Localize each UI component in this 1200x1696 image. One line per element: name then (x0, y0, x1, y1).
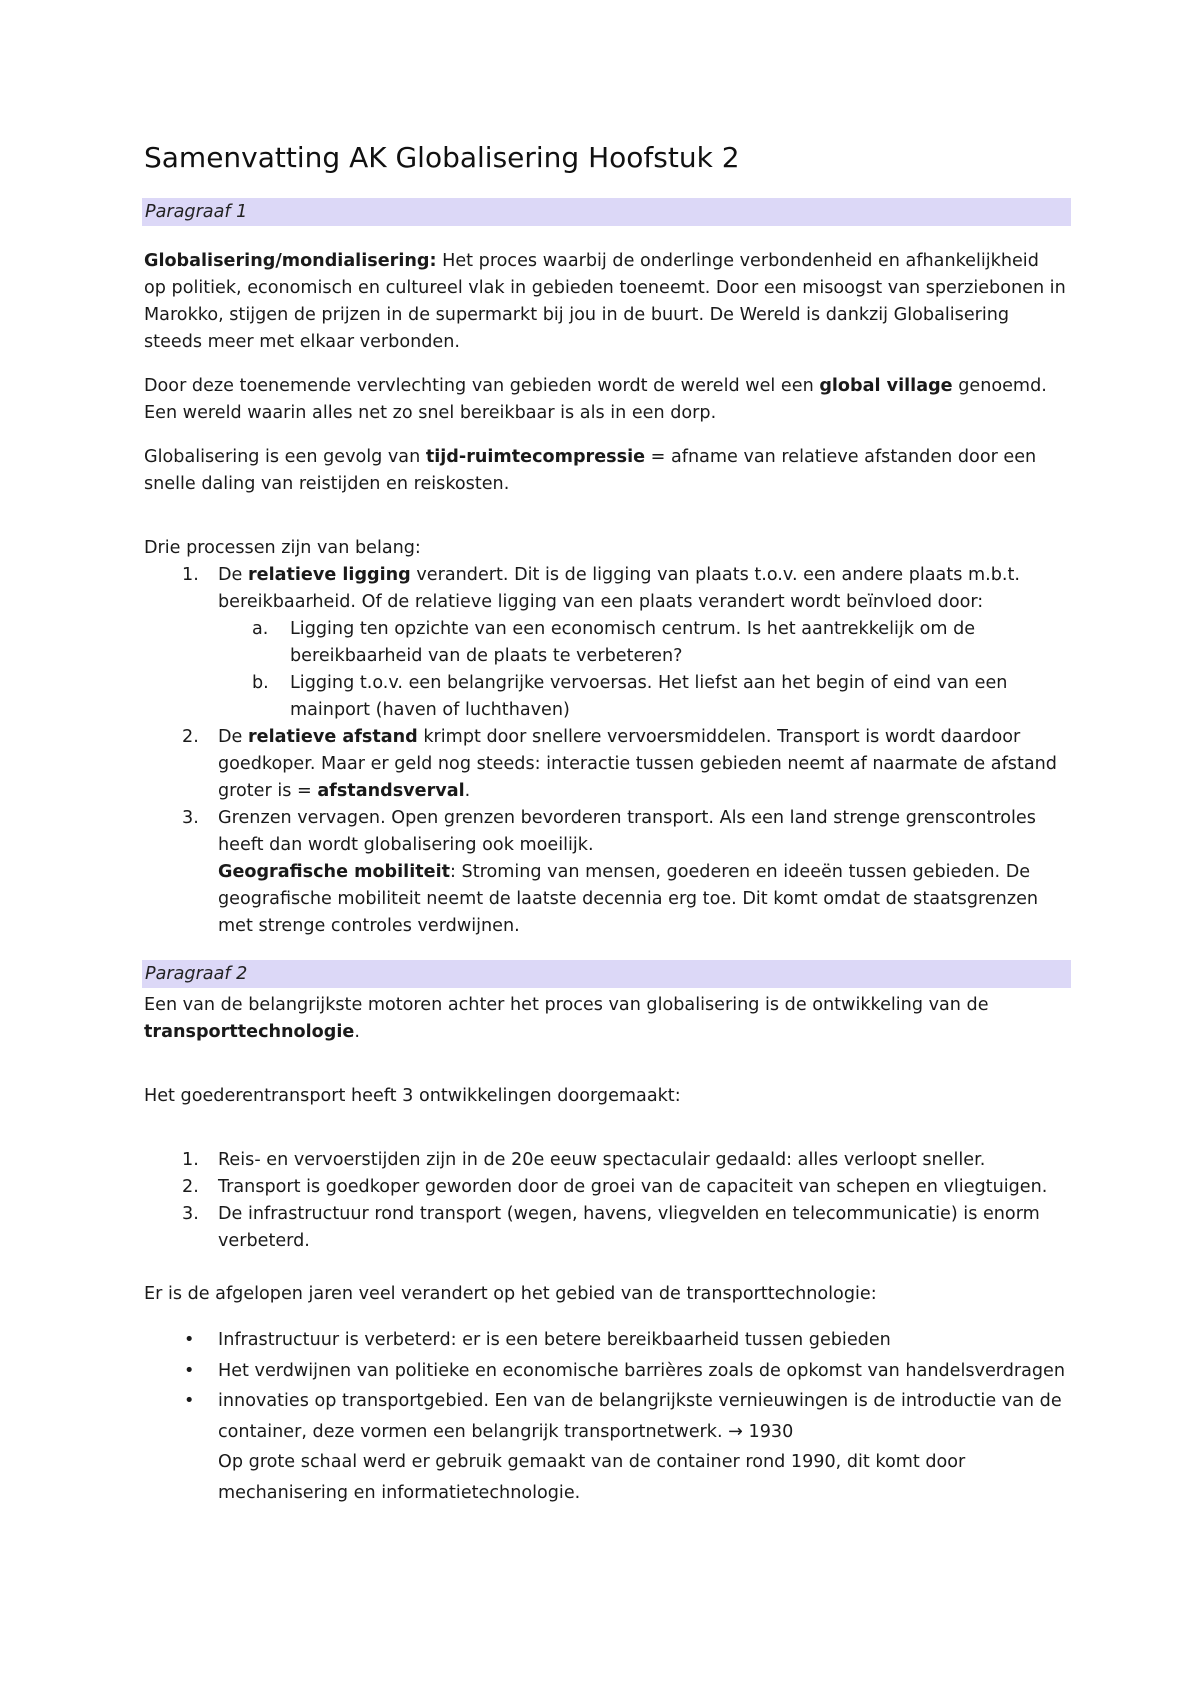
list-item: 3. De infrastructuur rond transport (wegen, havens, vliegvelden en telecommunicatie) is enorm verbeterd. (182, 1204, 1040, 1251)
term-globalisering: Globalisering/mondialisering: (144, 251, 437, 271)
document-body (144, 140, 1066, 1508)
changes-bullet-list (144, 1325, 1066, 1508)
processes-list (144, 562, 1066, 940)
list-item: 3. Grenzen vervagen. Open grenzen bevorderen transport. Als een land strenge grenscontroles heeft dan wordt globalisering ook moeilijk. (182, 808, 1036, 855)
term-relatieve-ligging: relatieve ligging (247, 565, 411, 585)
paragraph-goederentransport: Het goederentransport heeft 3 ontwikkelingen doorgemaakt: (144, 1086, 681, 1106)
paragraph-transporttechnologie: Een van de belangrijkste motoren achter het proces van globalisering is de ontwikkeling van de transporttechnologie. (144, 995, 989, 1042)
bullet-item: • innovaties op transportgebied. Een van de belangrijkste vernieuwingen is de introductie van de container, deze vormen een belangrijk transportnetwerk. → 1930 (144, 1386, 1066, 1447)
bullet-icon: • (184, 1391, 195, 1411)
list-item: 1. De relatieve ligging verandert. Dit is de ligging van plaats t.o.v. een andere plaats m.b.t. bereikbaarheid. Of de relatieve ligging van een plaats verandert wordt beïnvloed door: (182, 565, 1020, 612)
document-title: Samenvatting AK Globalisering Hoofstuk 2 (144, 141, 740, 174)
term-relatieve-afstand: relatieve afstand (247, 727, 418, 747)
term-afstandsverval: afstandsverval (317, 781, 465, 801)
section-heading-paragraaf-1: Paragraaf 1 (142, 198, 1071, 226)
section-heading-paragraaf-2: Paragraaf 2 (142, 960, 1071, 988)
term-geografische-mobiliteit: Geografische mobiliteit (218, 862, 451, 882)
sub-list-item: b. Ligging t.o.v. een belangrijke vervoersas. Het liefst aan het begin of eind van een mainport (haven of luchthaven) (252, 673, 1008, 720)
definition-globalisering: Globalisering/mondialisering: Het proces waarbij de onderlinge verbondenheid en afhankelijkheid op politiek, economisch en cultureel vlak in gebieden toeneemt. Door een misoogst van sperziebonen in Marokko, stijgen de prijzen in de supermarkt bij jou in de buurt. De Wereld is dankzij Globalisering steeds meer met elkaar verbonden. (144, 251, 1066, 352)
paragraph-global-village: Door deze toenemende vervlechting van gebieden wordt de wereld wel een global village genoemd. Een wereld waarin alles net zo snel bereikbaar is als in een dorp. (144, 376, 1047, 423)
sub-list-item: a. Ligging ten opzichte van een economisch centrum. Is het aantrekkelijk om de bereikbaarheid van de plaats te verbeteren? (252, 619, 976, 666)
list-item-continuation: Geografische mobiliteit: Stroming van mensen, goederen en ideeën tussen gebieden. De geografische mobiliteit neemt de laatste decennia erg toe. Dit komt omdat de staatsgrenzen met strenge controles verdwijnen. (218, 862, 1039, 936)
paragraph-veranderingen: Er is de afgelopen jaren veel verandert op het gebied van de transporttechnologie: (144, 1284, 877, 1304)
list-item: 1. Reis- en vervoerstijden zijn in de 20e eeuw spectaculair gedaald: alles verloopt sneller. (182, 1150, 986, 1170)
paragraph-tijd-ruimtecompressie: Globalisering is een gevolg van tijd-ruimtecompressie = afname van relatieve afstanden door een snelle daling van reistijden en reiskosten. (144, 447, 1037, 494)
bullet-item-continuation: Op grote schaal werd er gebruik gemaakt van de container rond 1990, dit komt door mechanisering en informatietechnologie. (218, 1452, 966, 1503)
term-tijd-ruimtecompressie: tijd-ruimtecompressie (425, 447, 646, 467)
processes-intro: Drie processen zijn van belang: (144, 538, 421, 558)
term-global-village: global village (819, 376, 953, 396)
list-item: 2. Transport is goedkoper geworden door de groei van de capaciteit van schepen en vliegtuigen. (182, 1177, 1048, 1197)
arrow-right-icon: → (728, 1421, 743, 1442)
developments-list (144, 1147, 1066, 1255)
bullet-item: • Het verdwijnen van politieke en economische barrières zoals de opkomst van handelsverdragen (144, 1356, 1066, 1387)
bullet-icon: • (184, 1330, 195, 1350)
list-item: 2. De relatieve afstand krimpt door snellere vervoersmiddelen. Transport is wordt daardoor goedkoper. Maar er geld nog steeds: interactie tussen gebieden neemt af naarmate de afstand groter is = afstandsverval. (182, 727, 1057, 801)
bullet-icon: • (184, 1360, 195, 1381)
term-transporttechnologie: transporttechnologie (144, 1022, 355, 1042)
bullet-item: • Infrastructuur is verbeterd: er is een betere bereikbaarheid tussen gebieden (144, 1325, 1066, 1356)
